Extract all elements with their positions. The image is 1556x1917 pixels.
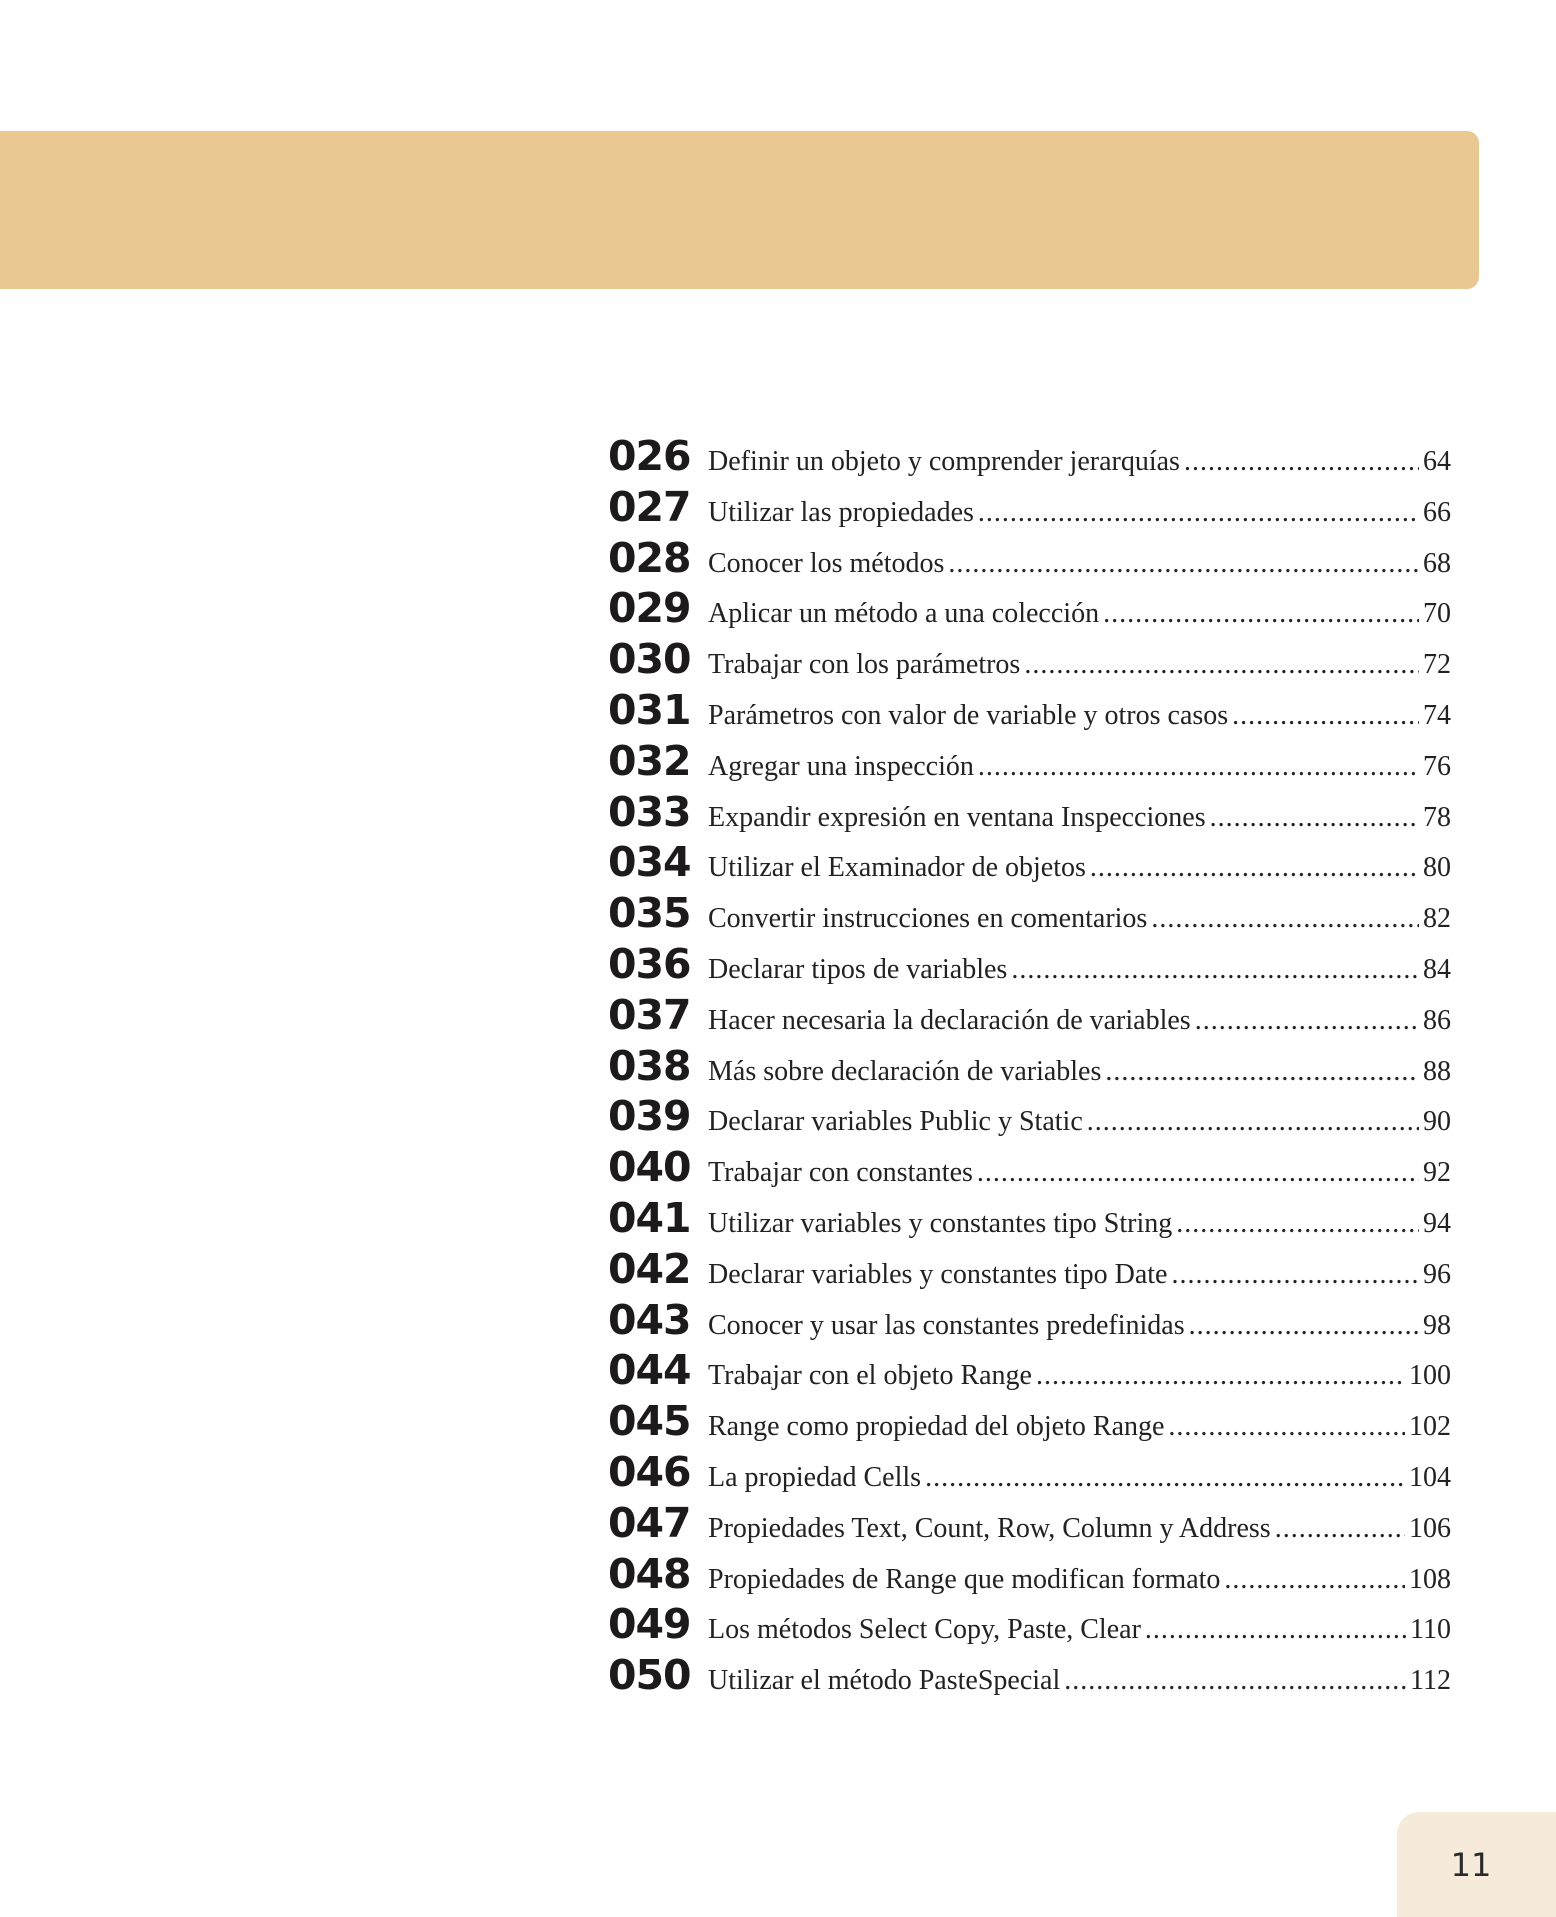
toc-entry-page: 102 — [1409, 1411, 1451, 1443]
toc-entry-page: 66 — [1423, 496, 1451, 528]
toc-entry-title: Declarar variables y constantes tipo Date — [708, 1258, 1168, 1290]
toc-entry-title: Parámetros con valor de variable y otros casos — [708, 699, 1229, 731]
toc-entry-title: Utilizar el Examinador de objetos — [708, 852, 1086, 884]
toc-entry-title: Aplicar un método a una colección — [708, 598, 1100, 630]
toc-entry-page: 82 — [1423, 903, 1451, 935]
page-number-tab — [1397, 1812, 1556, 1917]
dot-leader — [1087, 1106, 1419, 1138]
toc-entry[interactable] — [608, 1143, 1451, 1194]
toc-entry-title: Convertir instrucciones en comentarios — [708, 903, 1148, 935]
dot-leader — [1210, 802, 1419, 834]
toc-entry[interactable] — [608, 1600, 1451, 1651]
toc-entry[interactable] — [608, 635, 1451, 686]
toc-entry-title: Agregar una inspección — [708, 750, 974, 782]
toc-entry-number: 033 — [608, 787, 691, 836]
toc-entry[interactable] — [608, 788, 1451, 839]
toc-entry-page: 74 — [1423, 699, 1451, 731]
toc-entry[interactable] — [608, 1499, 1451, 1550]
dot-leader — [977, 1157, 1419, 1189]
dot-leader — [1224, 1564, 1405, 1596]
toc-entry[interactable] — [608, 1194, 1451, 1245]
toc-entry-number: 037 — [608, 990, 691, 1039]
toc-entry-title: Declarar variables Public y Static — [708, 1106, 1083, 1138]
toc-entry[interactable] — [608, 1397, 1451, 1448]
dot-leader — [1024, 649, 1419, 681]
toc-entry-page: 94 — [1423, 1207, 1451, 1239]
toc-entry-number: 047 — [608, 1498, 691, 1547]
toc-entry[interactable] — [608, 1651, 1451, 1702]
toc-entry[interactable] — [608, 940, 1451, 991]
toc-entry[interactable] — [608, 686, 1451, 737]
dot-leader — [978, 497, 1419, 529]
dot-leader — [1064, 1665, 1406, 1697]
toc-entry-title: Utilizar el método PasteSpecial — [708, 1665, 1061, 1697]
dot-leader — [1195, 1005, 1419, 1037]
toc-entry[interactable] — [608, 534, 1451, 585]
toc-entry-number: 043 — [608, 1295, 691, 1344]
toc-entry[interactable] — [608, 1092, 1451, 1143]
toc-entry-title: Utilizar las propiedades — [708, 496, 974, 528]
toc-entry-page: 76 — [1423, 750, 1451, 782]
toc-entry-number: 048 — [608, 1549, 691, 1598]
dot-leader — [1168, 1411, 1405, 1443]
toc-entry-title: Hacer necesaria la declaración de variables — [708, 1004, 1191, 1036]
toc-entry-title: Propiedades Text, Count, Row, Column y Address — [708, 1512, 1271, 1544]
toc-entry-title: Trabajar con constantes — [708, 1157, 973, 1189]
toc-entry-page: 84 — [1423, 953, 1451, 985]
toc-entry[interactable] — [608, 1245, 1451, 1296]
toc-entry-title: Más sobre declaración de variables — [708, 1055, 1102, 1087]
toc-entry-page: 96 — [1423, 1258, 1451, 1290]
toc-entry-page: 86 — [1423, 1004, 1451, 1036]
toc-entry[interactable] — [608, 1296, 1451, 1347]
toc-entry-number: 040 — [608, 1143, 691, 1192]
toc-entry-title: Definir un objeto y comprender jerarquías — [708, 446, 1180, 477]
toc-entry-page: 78 — [1423, 801, 1451, 833]
table-of-contents — [608, 432, 1451, 1702]
toc-entry-page: 70 — [1423, 598, 1451, 630]
toc-entry[interactable] — [608, 1550, 1451, 1601]
toc-entry-page: 80 — [1423, 852, 1451, 884]
toc-entry-title: Declarar tipos de variables — [708, 953, 1008, 985]
toc-entry[interactable] — [608, 838, 1451, 889]
toc-entry-number: 031 — [608, 685, 691, 734]
toc-entry-page: 104 — [1409, 1461, 1451, 1493]
toc-entry-number: 036 — [608, 939, 691, 988]
dot-leader — [1011, 954, 1419, 986]
toc-entry[interactable] — [608, 1448, 1451, 1499]
toc-entry[interactable] — [608, 483, 1451, 534]
toc-entry-number: 028 — [608, 533, 691, 582]
dot-leader — [1176, 1208, 1419, 1240]
dot-leader — [1232, 700, 1419, 732]
toc-entry-number: 049 — [608, 1600, 691, 1649]
toc-entry-title: Trabajar con los parámetros — [708, 649, 1021, 681]
page-number: 11 — [1450, 1846, 1492, 1884]
toc-entry[interactable] — [608, 432, 1451, 483]
toc-entry-page: 68 — [1423, 547, 1451, 579]
toc-entry-page: 88 — [1423, 1055, 1451, 1087]
toc-entry-page: 90 — [1423, 1106, 1451, 1138]
toc-entry-page: 110 — [1410, 1614, 1451, 1646]
toc-entry-number: 046 — [608, 1447, 691, 1496]
toc-entry-title: Expandir expresión en ventana Inspecciones — [708, 801, 1206, 833]
toc-entry-title: La propiedad Cells — [708, 1461, 922, 1493]
dot-leader — [948, 548, 1419, 580]
toc-entry-number: 042 — [608, 1244, 691, 1293]
dot-leader — [1275, 1513, 1405, 1545]
toc-entry-number: 050 — [608, 1651, 691, 1700]
toc-entry-title: Los métodos Select Copy, Paste, Clear — [708, 1614, 1141, 1646]
toc-entry-title: Conocer los métodos — [708, 547, 945, 579]
toc-entry[interactable] — [608, 1346, 1451, 1397]
dot-leader — [1036, 1360, 1405, 1392]
dot-leader — [1090, 852, 1419, 884]
toc-entry[interactable] — [608, 737, 1451, 788]
dot-leader — [978, 751, 1419, 783]
toc-entry-page: 100 — [1409, 1360, 1451, 1392]
toc-entry-number: 030 — [608, 635, 691, 684]
toc-entry-title: Conocer y usar las constantes predefinidas — [708, 1309, 1185, 1341]
toc-entry-title: Range como propiedad del objeto Range — [708, 1411, 1165, 1443]
dot-leader — [1189, 1310, 1419, 1342]
toc-entry-title: Utilizar variables y constantes tipo String — [708, 1207, 1173, 1239]
dot-leader — [1103, 598, 1419, 630]
dot-leader — [1105, 1056, 1419, 1088]
toc-entry-number: 045 — [608, 1397, 691, 1446]
toc-entry[interactable] — [608, 1042, 1451, 1093]
toc-entry-number: 041 — [608, 1193, 691, 1242]
toc-entry-page: 98 — [1423, 1309, 1451, 1341]
toc-entry-number: 027 — [608, 482, 691, 531]
dot-leader — [925, 1462, 1405, 1494]
toc-entry[interactable] — [608, 584, 1451, 635]
toc-entry[interactable] — [608, 889, 1451, 940]
dot-leader — [1184, 446, 1419, 478]
toc-entry-number: 035 — [608, 889, 691, 938]
toc-entry[interactable] — [608, 991, 1451, 1042]
toc-entry-number: 034 — [608, 838, 691, 887]
header-band — [0, 131, 1479, 289]
dot-leader — [1145, 1614, 1406, 1646]
toc-entry-title: Trabajar con el objeto Range — [708, 1360, 1032, 1392]
toc-entry-page: 92 — [1423, 1157, 1451, 1189]
toc-entry-number: 044 — [608, 1346, 691, 1395]
toc-entry-page: 64 — [1423, 446, 1451, 477]
toc-entry-number: 038 — [608, 1041, 691, 1090]
toc-entry-title: Propiedades de Range que modifican formato — [708, 1563, 1221, 1595]
toc-entry-page: 112 — [1410, 1665, 1451, 1697]
toc-entry-number: 029 — [608, 584, 691, 633]
toc-entry-page: 106 — [1409, 1512, 1451, 1544]
toc-entry-page: 72 — [1423, 649, 1451, 681]
toc-entry-number: 032 — [608, 736, 691, 785]
toc-entry-number: 039 — [608, 1092, 691, 1141]
dot-leader — [1171, 1259, 1419, 1291]
toc-entry-number: 026 — [608, 432, 691, 480]
dot-leader — [1151, 903, 1419, 935]
toc-entry-page: 108 — [1409, 1563, 1451, 1595]
